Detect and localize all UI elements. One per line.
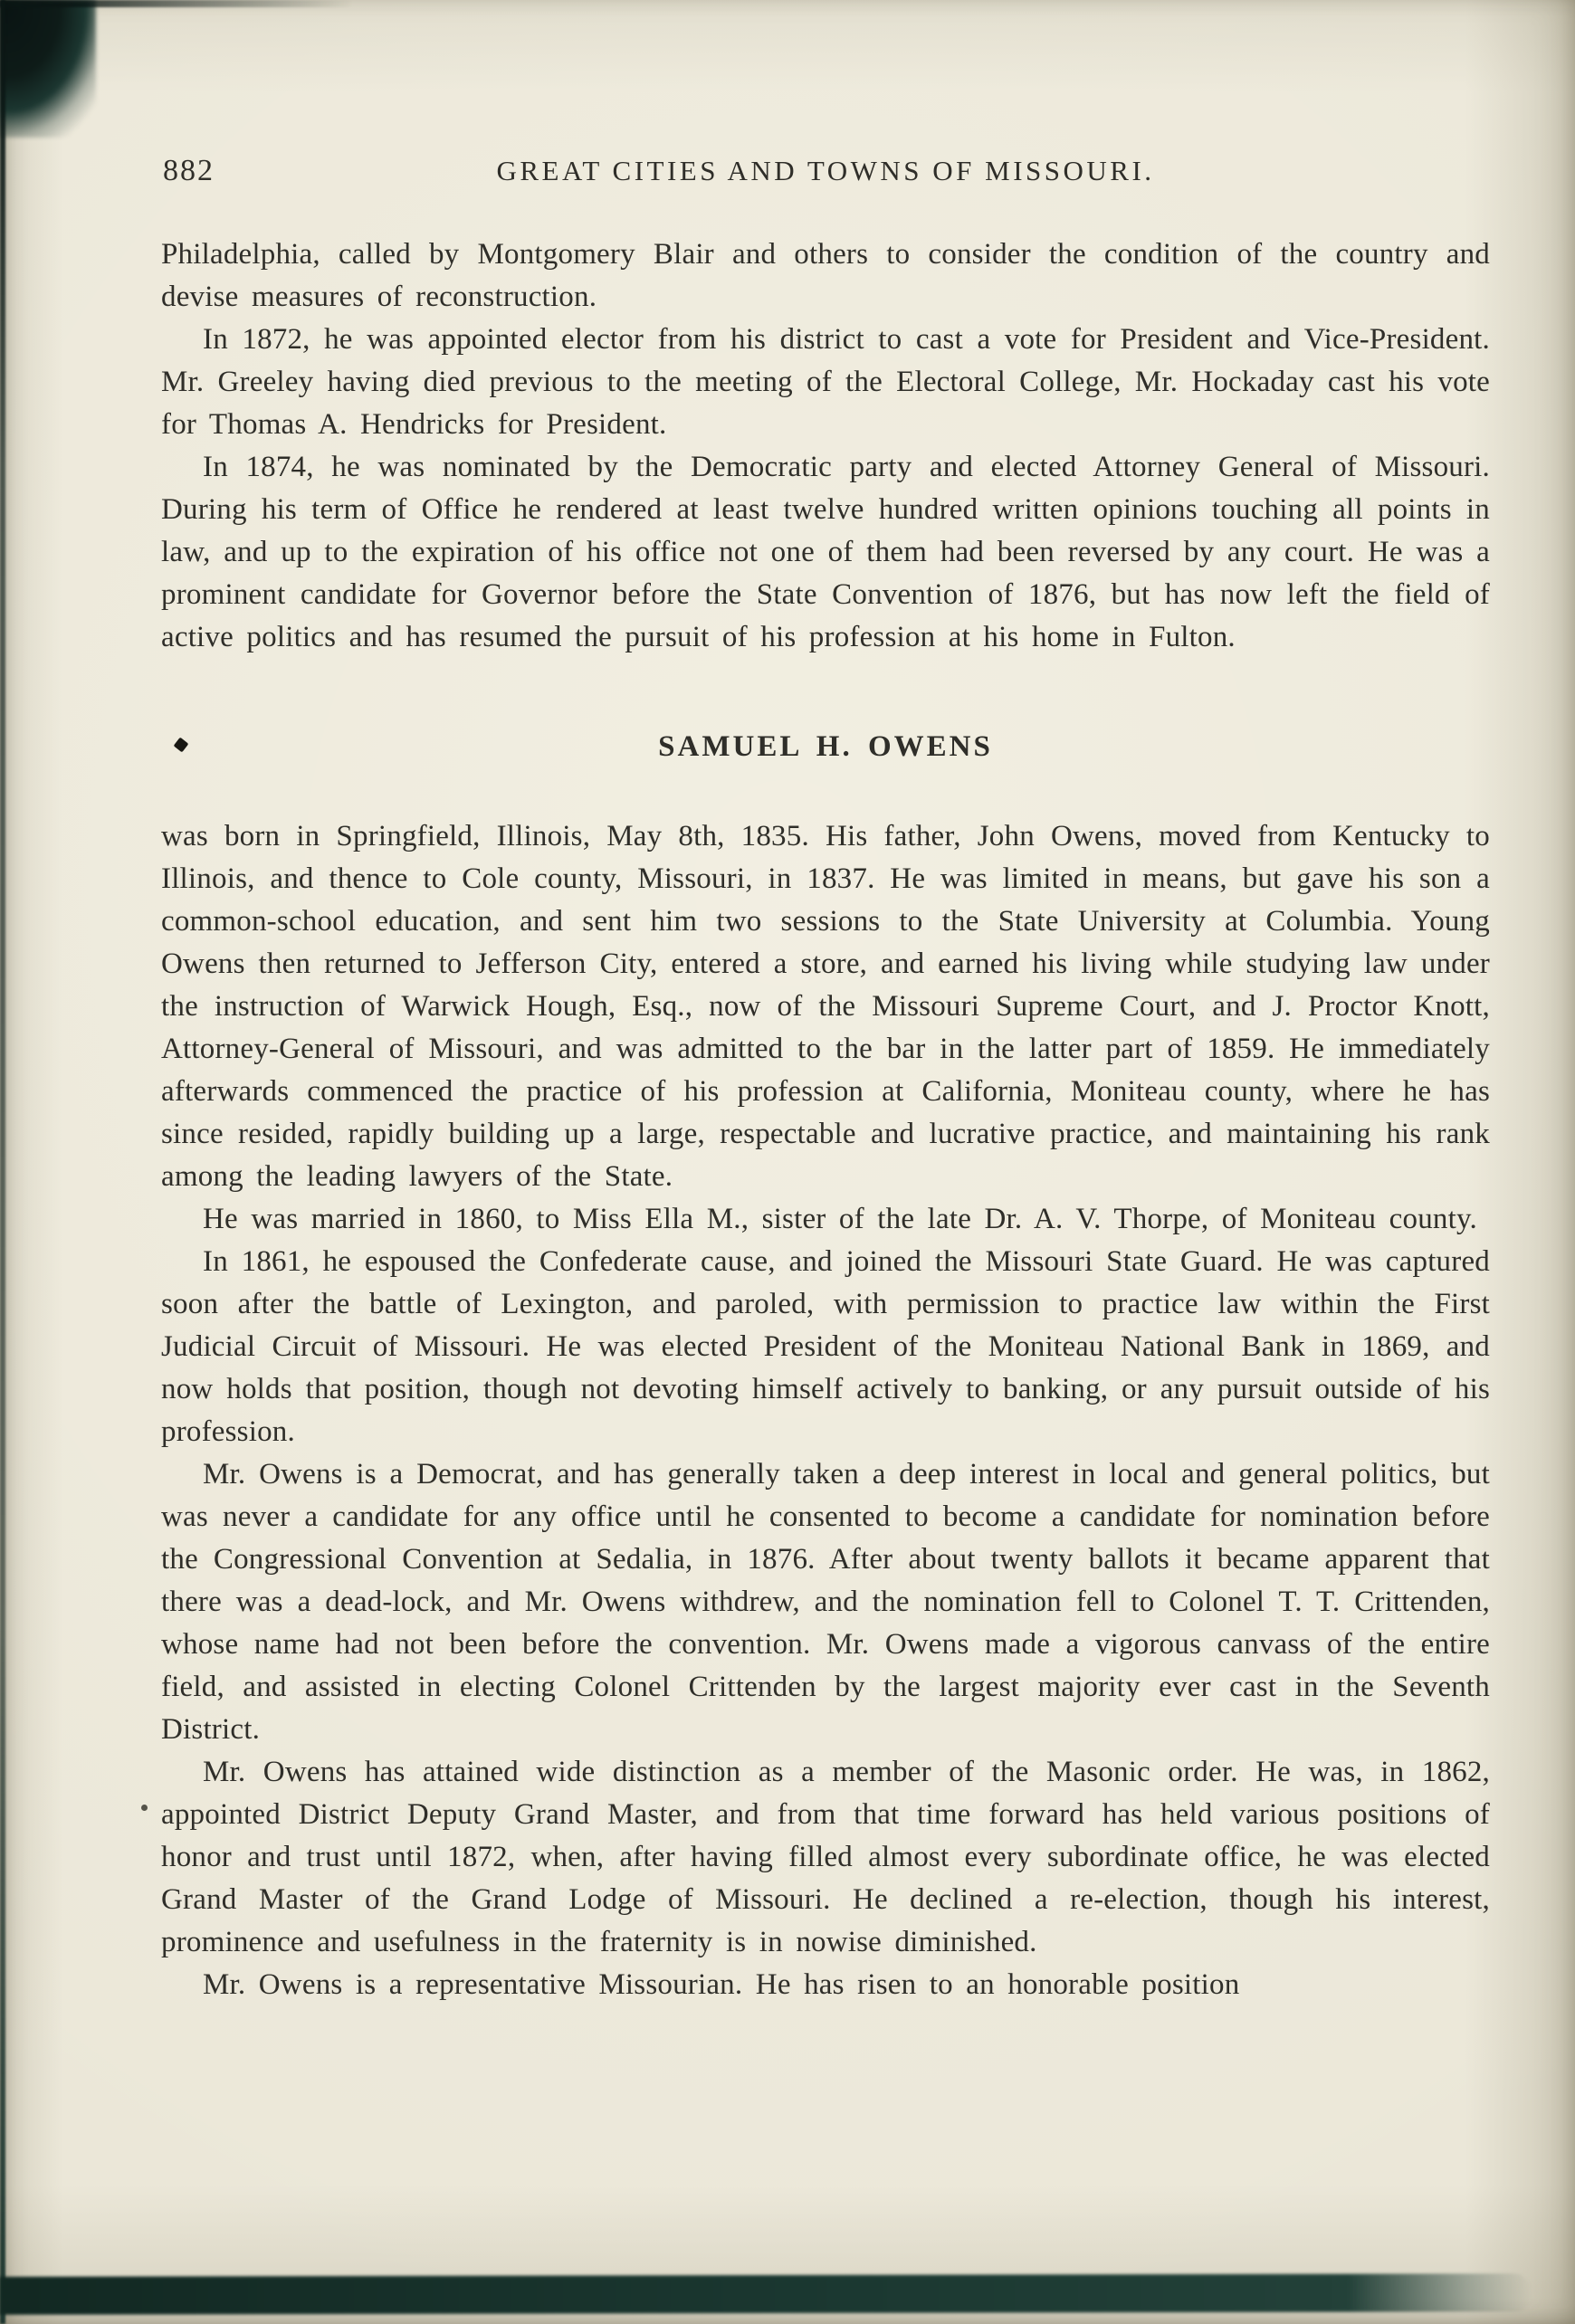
page-number: 882 xyxy=(163,154,215,187)
scan-top-edge xyxy=(0,0,353,7)
paragraph: In 1872, he was appointed elector from his district to cast a vote for President and Vice-President. Mr. Greeley having died previous to the meeting of the Electoral College, Mr. Hockaday cast his vote for Thomas A. Hendricks for President. xyxy=(161,323,1490,441)
section-heading-row xyxy=(161,726,1490,768)
scan-bottom-band xyxy=(0,2273,1532,2315)
scan-corner-shadow xyxy=(0,0,96,138)
paragraph: In 1861, he espoused the Confederate cause, and joined the Missouri State Guard. He was captured soon after the battle of Lexington, and paroled, with permission to practice law within the First Judicial Circuit of Missouri. He was elected President of the Moniteau National Bank in 1869, and now holds that position, though not devoting himself actively to banking, or any pursuit outside of his profession. xyxy=(161,1245,1490,1448)
paragraph: In 1874, he was nominated by the Democratic party and elected Attorney General of Missouri. During his term of Office he rendered at least twelve hundred written opinions touching all points in law, and up to the expiration of his office not one of them had been reversed by any court. He was a prominent candidate for Governor before the State Convention of 1876, but has now left the field of active politics and has resumed the pursuit of his profession at his home in Fulton. xyxy=(161,451,1490,653)
section-heading: SAMUEL H. OWENS xyxy=(658,730,993,763)
paragraph: Mr. Owens is a Democrat, and has generally taken a deep interest in local and general politics, but was never a candidate for any office until he consented to become a candidate for nomination before the Congressional Convention at Sedalia, in 1876. After about twenty ballots it became apparent that there was a dead-lock, and Mr. Owens withdrew, and the nomination fell to Colonel T. T. Crittenden, whose name had not been before the convention. Mr. Owens made a vigorous canvass of the entire field, and assisted in electing Colonel Crittenden by the largest majority ever cast in the Seventh District. xyxy=(161,1458,1490,1746)
page-header xyxy=(161,152,1490,201)
running-title: GREAT CITIES AND TOWNS OF MISSOURI. xyxy=(496,155,1155,186)
paragraph: He was married in 1860, to Miss Ella M., sister of the late Dr. A. V. Thorpe, of Moniteau county. xyxy=(203,1203,1477,1235)
paragraph: was born in Springfield, Illinois, May 8th, 1835. His father, John Owens, moved from Kentucky to Illinois, and thence to Cole county, Missouri, in 1837. He was limited in means, but gave his son a common-school education, and sent him two sessions to the State University at Columbia. Young Owens then returned to Jefferson City, entered a store, and earned his living while studying law under the instruction of Warwick Hough, Esq., now of the Missouri Supreme Court, and J. Proctor Knott, Attorney-General of Missouri, and was admitted to the bar in the latter part of 1859. He immediately afterwards commenced the practice of his profession at California, Moniteau county, where he has since resided, rapidly building up a large, respectable and lucrative practice, and maintaining his rank among the leading lawyers of the State. xyxy=(161,820,1490,1193)
paragraph: Mr. Owens has attained wide distinction as a member of the Masonic order. He was, in 1862, appointed District Deputy Grand Master, and from that time forward has held various positions of honor and trust until 1872, when, after having filled almost every subordinate office, he was elected Grand Master of the Grand Lodge of Missouri. He declined a re-election, though his interest, prominence and usefulness in the fraternity is in nowise diminished. xyxy=(161,1756,1490,1958)
page-body xyxy=(161,233,1490,2006)
scan-left-edge xyxy=(0,0,5,2324)
paragraph: Mr. Owens is a representative Missourian. He has risen to an honorable position xyxy=(203,1968,1240,2001)
ink-dot-icon xyxy=(141,1805,148,1811)
paragraph: Philadelphia, called by Montgomery Blair and others to consider the condition of the country and devise measures of reconstruction. xyxy=(161,238,1490,313)
